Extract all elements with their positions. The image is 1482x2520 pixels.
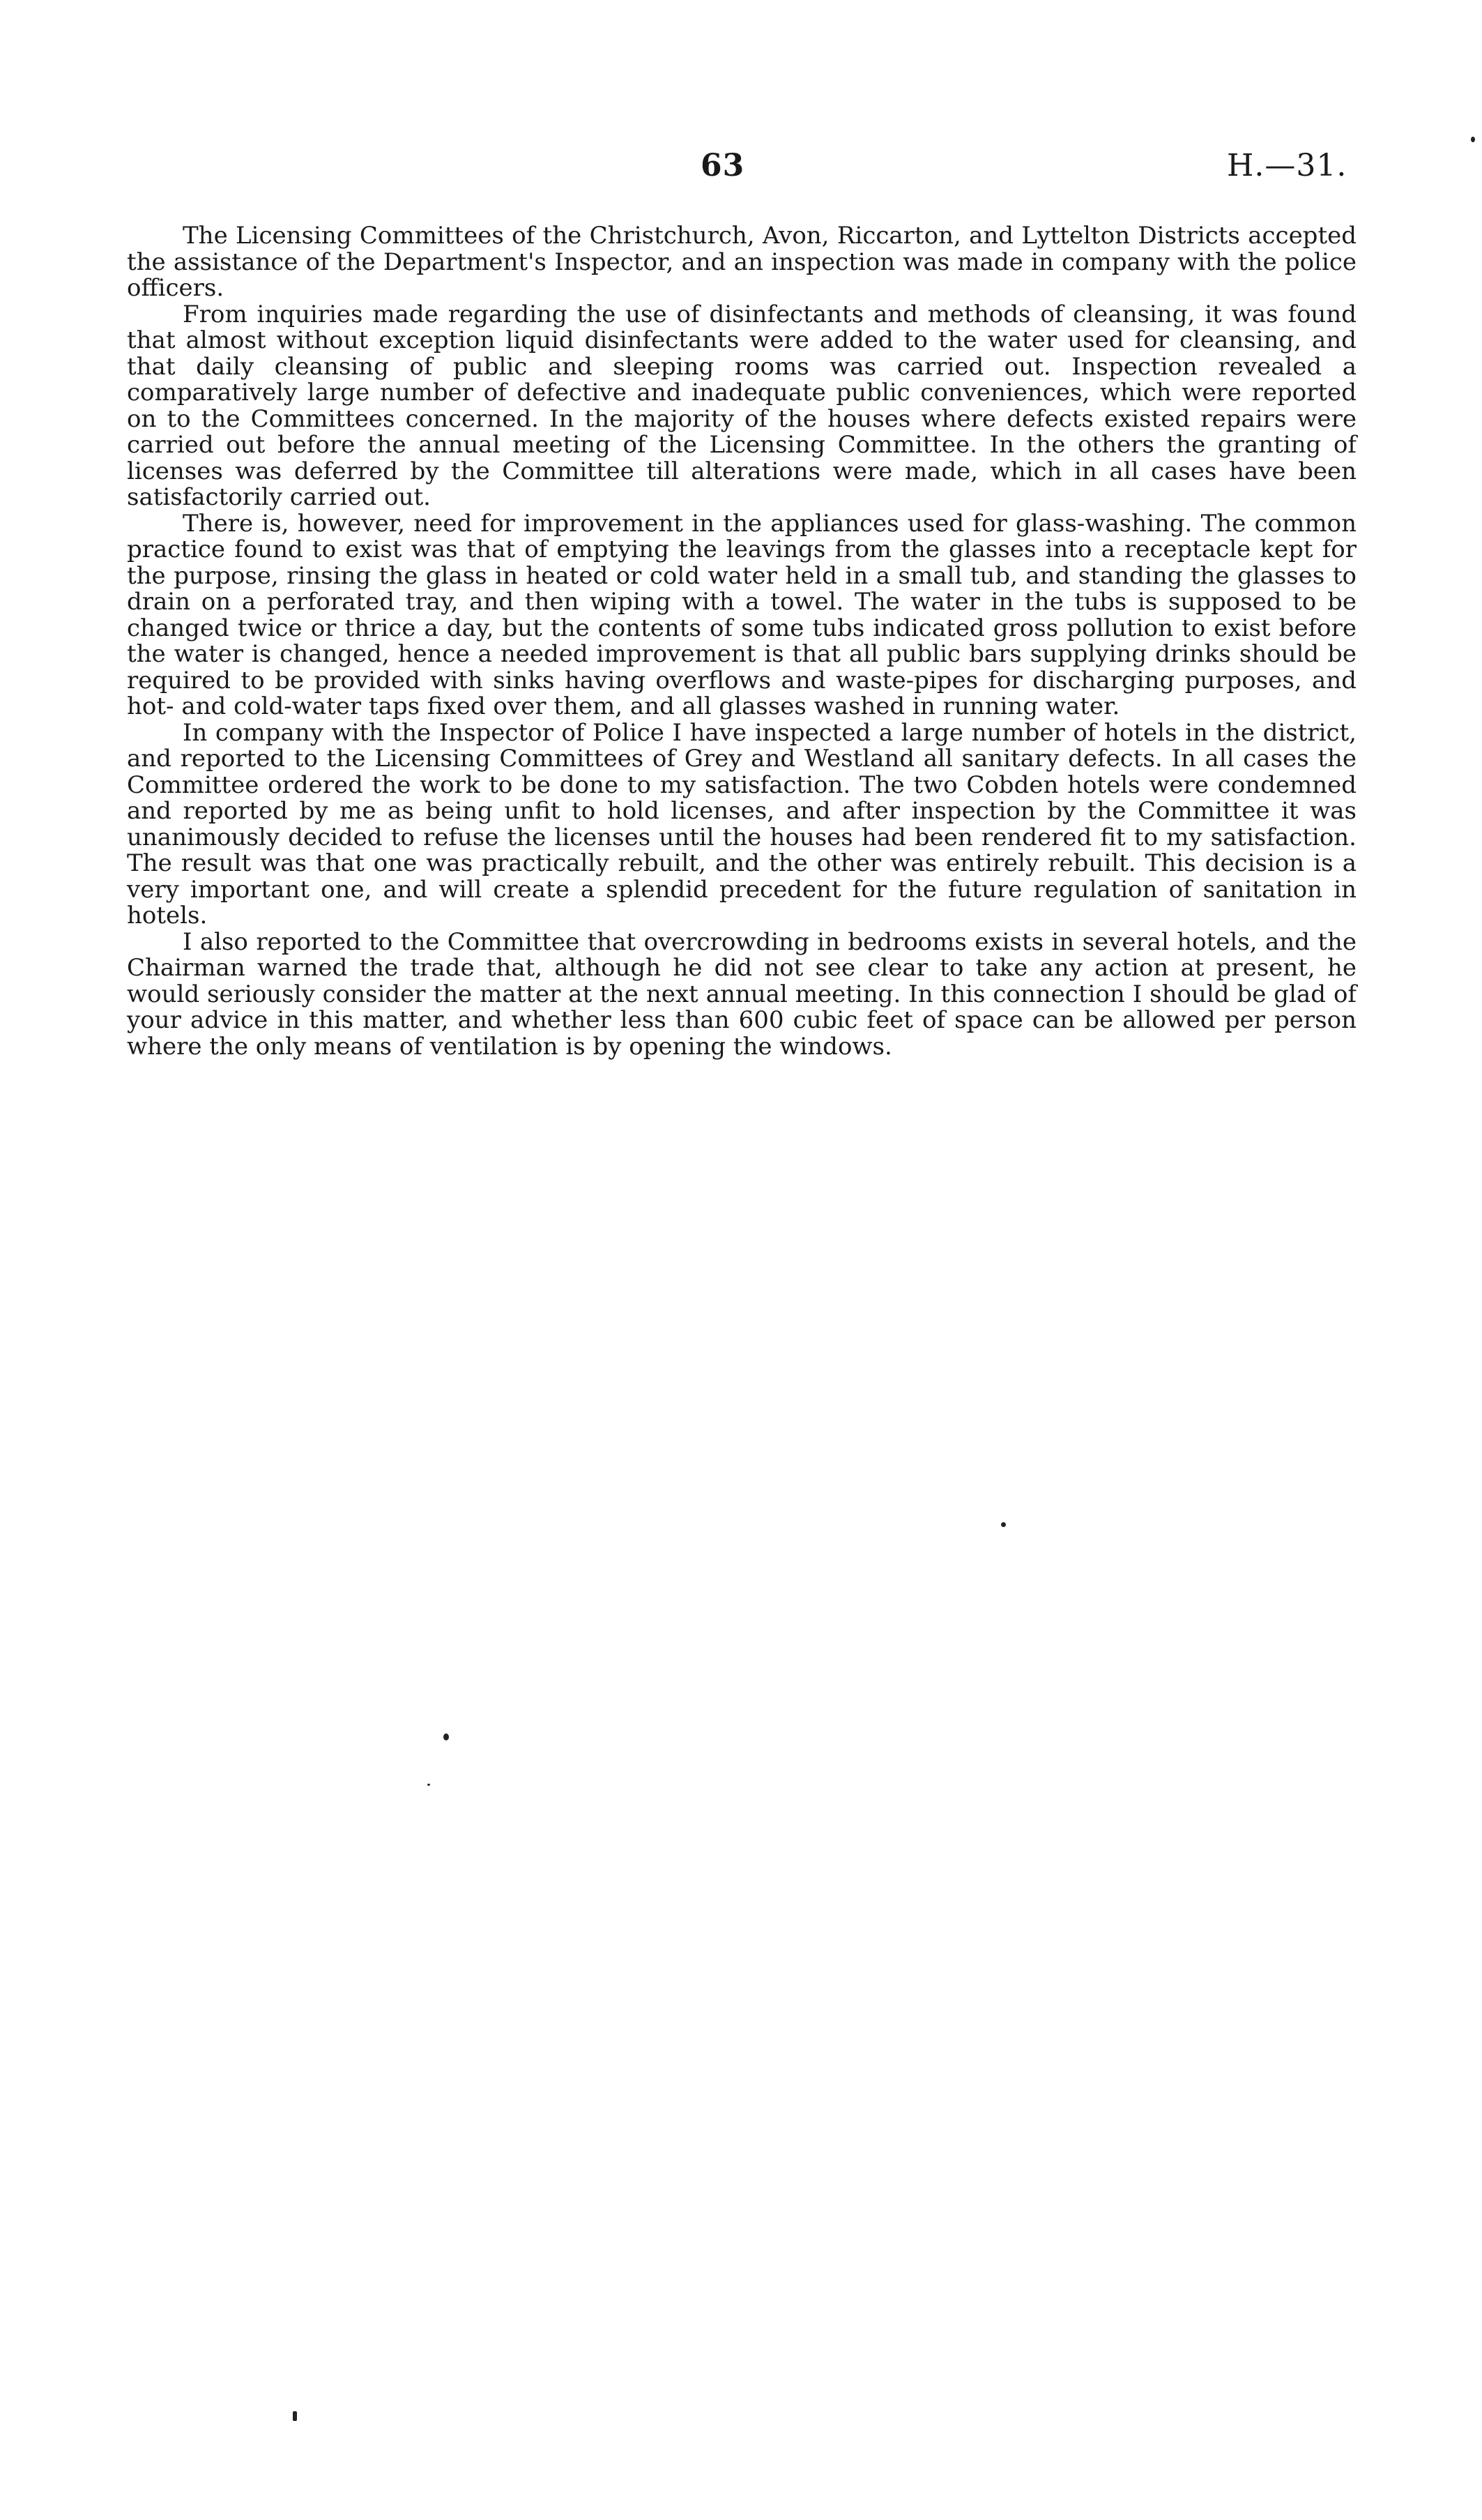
paragraph-hotel-inspection: In company with the Inspector of Police I have inspected a large number of hotels in the district, and reported to the Licensing Committees of Grey and Westland all sanitary defects. In all cases the Committee ordered the work to be done to my satisfaction. The two Cobden hotels were condemned and reported by me as being unfit to hold licenses, and after inspection by the Committee it was unanimously decided to refuse the licenses until the houses had been rendered fit to my satisfaction. The result was that one was practically rebuilt, and the other was entirely rebuilt. This decision is a very important one, and will create a splendid precedent for the future regulation of sanitation in hotels. (127, 718, 1357, 929)
scan-speck (1001, 1522, 1006, 1527)
scan-speck (443, 1733, 449, 1740)
page-header (0, 148, 1482, 197)
page-number: 63 (701, 148, 745, 183)
report-body (127, 223, 1357, 1060)
paragraph-overcrowding: I also reported to the Committee that overcrowding in bedrooms exists in several hotels, and the Chairman warned the trade that, although he did not see clear to take any action at present, he would seriously consider the matter at the next annual meeting. In this connection I should be glad of your advice in this matter, and whether less than 600 cubic feet of space can be allowed per person where the only means of ventilation is by opening the windows. (127, 927, 1357, 1061)
scan-speck (427, 1784, 430, 1786)
scan-speck (1471, 137, 1475, 142)
scan-speck (293, 2411, 297, 2421)
document-reference: H.—31. (1227, 148, 1347, 183)
paragraph-disinfectants: From inquiries made regarding the use of disinfectants and methods of cleansing, it was found that almost without exception liquid disinfectants were added to the water used for cleansing, and that daily cleansing of public and sleeping rooms was carried out. Inspection revealed a comparatively large number of defective and inadequate public conveniences, which were reported on to the Committees concerned. In the majority of the houses where defects existed repairs were carried out before the annual meeting of the Licensing Committee. In the others the granting of licenses was deferred by the Committee till alterations were made, which in all cases have been satisfactorily carried out. (127, 300, 1357, 511)
paragraph-glass-washing: There is, however, need for improvement in the appliances used for glass-washing. The common practice found to exist was that of emptying the leavings from the glasses into a receptacle kept for the purpose, rinsing the glass in heated or cold water held in a small tub, and standing the glasses to drain on a perforated tray, and then wiping with a towel. The water in the tubs is supposed to be changed twice or thrice a day, but the contents of some tubs indicated gross pollution to exist before the water is changed, hence a needed improvement is that all public bars supplying drinks should be required to be provided with sinks having overflows and waste-pipes for discharging purposes, and hot- and cold-water taps fixed over them, and all glasses washed in running water. (127, 509, 1357, 720)
paragraph-licensing-committees: The Licensing Committees of the Christchurch, Avon, Riccarton, and Lyttelton Districts accepted the assistance of the Department's Inspector, and an inspection was made in company with the police officers. (127, 222, 1357, 302)
